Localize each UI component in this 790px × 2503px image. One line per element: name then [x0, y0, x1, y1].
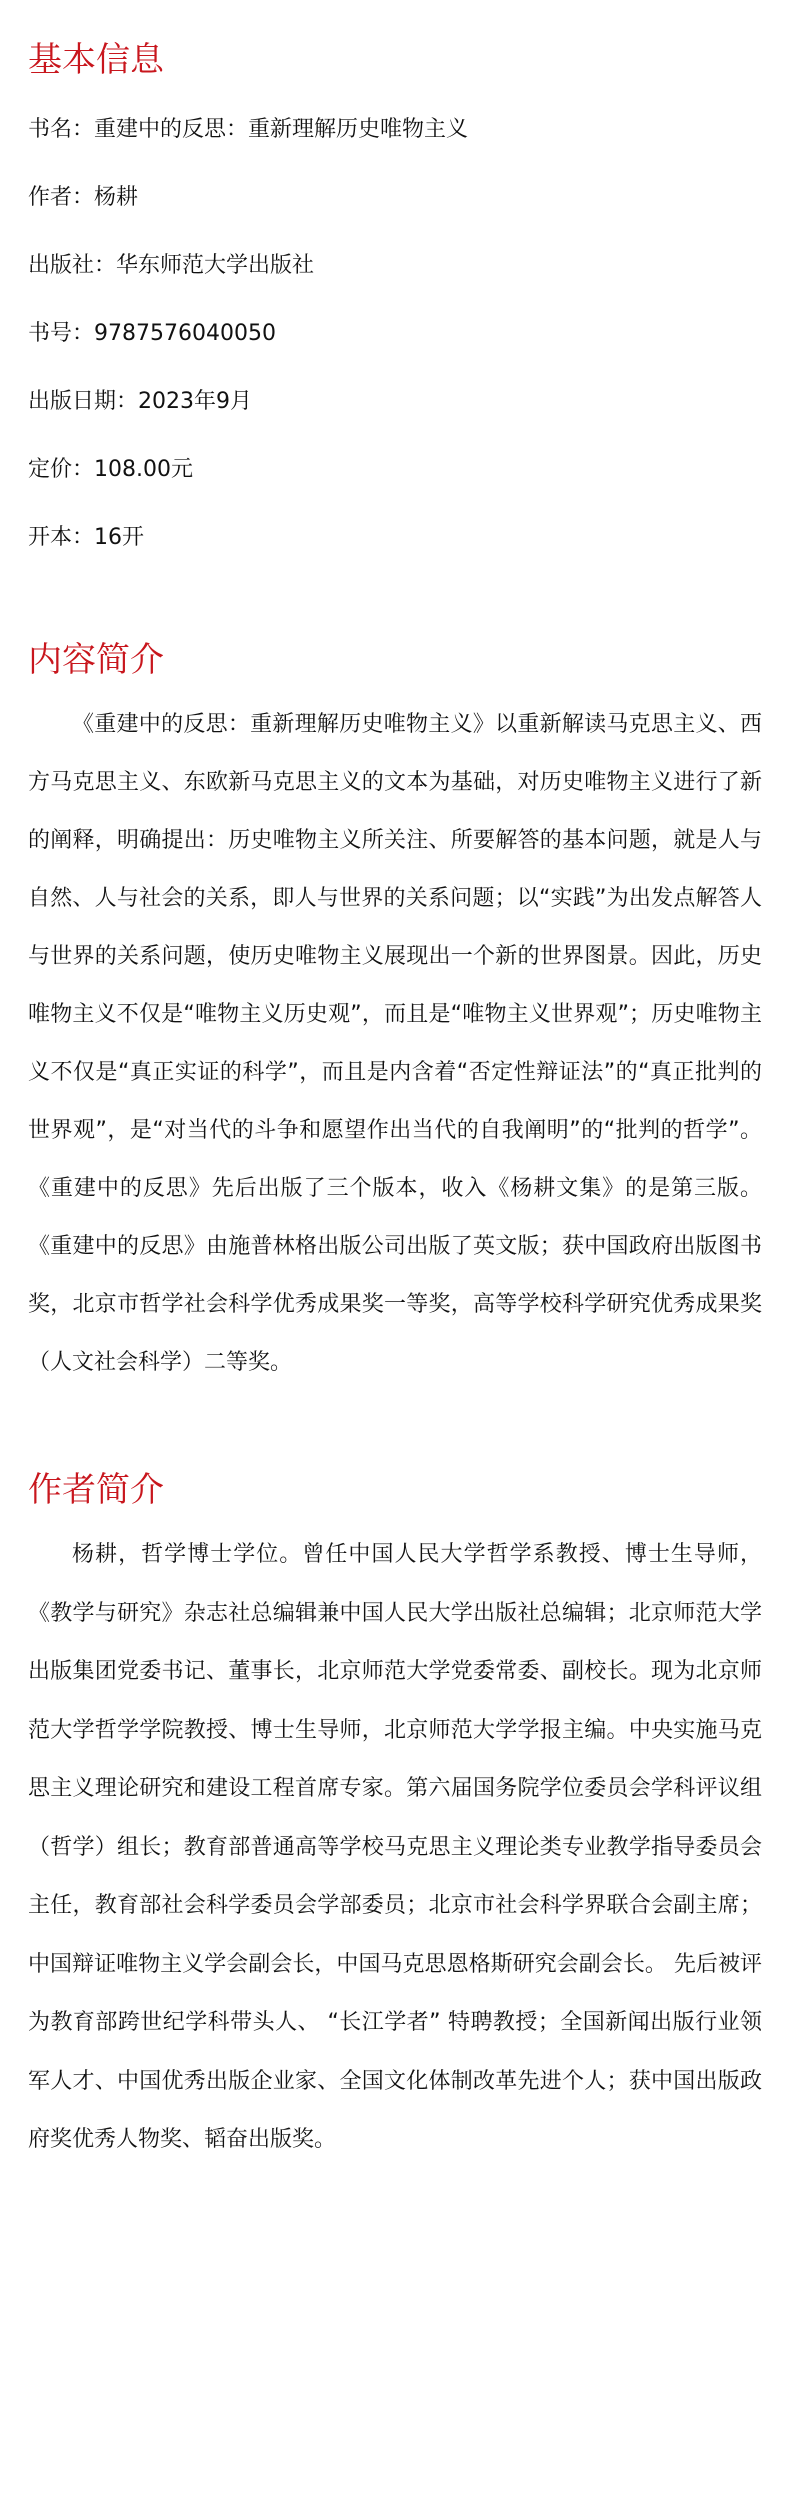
info-format-line: 开本：16开 — [28, 525, 144, 550]
content-intro-section — [28, 630, 762, 1392]
basic-info-section — [28, 30, 762, 572]
content-intro-paragraph: 《重建中的反思：重新理解历史唯物主义》以重新解读马克思主义、西方马克思主义、东欧新马克思主义的文本为基础，对历史唯物主义进行了新的阐释，明确提出：历史唯物主义所关注、所要解答的基本问题，就是人与自然、人与社会的关系，即人与世界的关系问题；以“实践”为出发点解答人与世界的关系问题，使历史唯物主义展现出一个新的世界图景。因此，历史唯物主义不仅是“唯物主义历史观”，而且是“唯物主义世界观”；历史唯物主义不仅是“真正实证的科学”，而且是内含着“否定性辩证法”的“真正批判的世界观”，是“对当代的斗争和愿望作出当代的自我阐明”的“批判的哲学”。《重建中的反思》先后出版了三个版本，收入《杨耕文集》的是第三版。《重建中的反思》由施普林格出版公司出版了英文版；获中国政府出版图书奖，北京市哲学社会科学优秀成果奖一等奖，高等学校科学研究优秀成果奖（人文社会科学）二等奖。 — [28, 712, 762, 1375]
info-isbn-line: 书号：9787576040050 — [28, 321, 276, 346]
info-price-line: 定价：108.00元 — [28, 457, 193, 482]
content-intro-heading: 内容简介 — [28, 640, 164, 680]
info-title-line: 书名：重建中的反思：重新理解历史唯物主义 — [28, 117, 469, 142]
author-intro-section — [28, 1460, 762, 2170]
author-intro-paragraph: 杨耕，哲学博士学位。曾任中国人民大学哲学系教授、博士生导师，《教学与研究》杂志社总编辑兼中国人民大学出版社总编辑；北京师范大学出版集团党委书记、董事长，北京师范大学党委常委、副校长。现为北京师范大学哲学学院教授、博士生导师，北京师范大学学报主编。中央实施马克思主义理论研究和建设工程首席专家。第六届国务院学位委员会学科评议组（哲学）组长；教育部普通高等学校马克思主义理论类专业教学指导委员会主任，教育部社会科学委员会学部委员；北京市社会科学界联合会副主席；中国辩证唯物主义学会副会长，中国马克思恩格斯研究会副会长。 先后被评为教育部跨世纪学科带头人、 “长江学者” 特聘教授；全国新闻出版行业领军人才、中国优秀出版企业家、全国文化体制改革先进个人；获中国出版政府奖优秀人物奖、韬奋出版奖。 — [28, 1542, 762, 2152]
basic-info-heading: 基本信息 — [28, 40, 164, 80]
author-intro-heading: 作者简介 — [28, 1470, 164, 1510]
info-date-line: 出版日期：2023年9月 — [28, 389, 252, 414]
section-spacer — [28, 572, 762, 630]
info-author-line: 作者：杨耕 — [28, 185, 139, 210]
info-publisher-line: 出版社：华东师范大学出版社 — [28, 253, 315, 278]
section-spacer — [28, 1392, 762, 1460]
basic-info-list — [28, 96, 762, 572]
